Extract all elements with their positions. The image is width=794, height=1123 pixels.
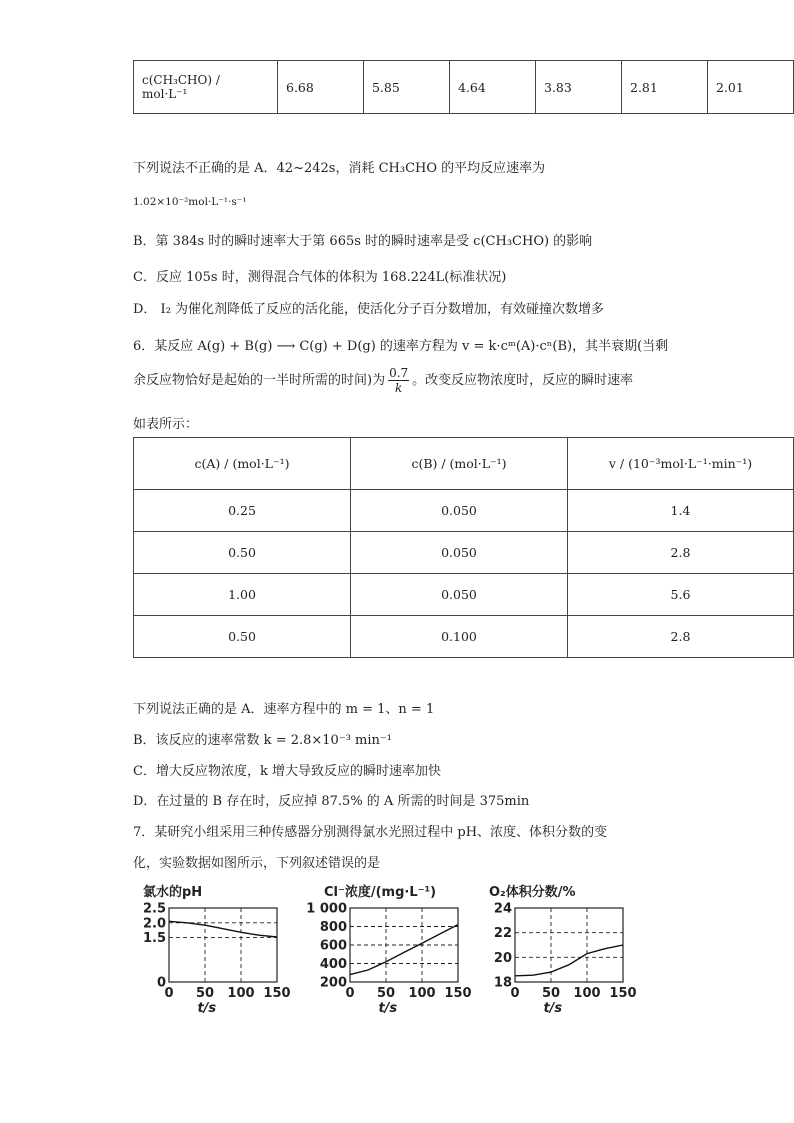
q6-line1: 6．某反应 A(g) + B(g) ⟶ C(g) + D(g) 的速率方程为 v = k·cᵐ(A)·cⁿ(B)，其半衰期(当剩 xyxy=(133,339,669,354)
series-line xyxy=(515,945,623,976)
table-cell: 0.050 xyxy=(351,490,568,532)
fraction-numerator: 0.7 xyxy=(389,366,409,380)
table-header: v / (10⁻³mol·L⁻¹·min⁻¹) xyxy=(568,438,794,490)
table-cell: 6.68 xyxy=(278,61,364,114)
x-tick-label: 50 xyxy=(376,986,396,1001)
table-cell: 2.8 xyxy=(568,532,794,574)
chart-title: 氯水的pH xyxy=(143,885,203,900)
q5-option-c: C．反应 105s 时，测得混合气体的体积为 168.224L(标准状况) xyxy=(133,270,507,285)
y-tick-label: 22 xyxy=(493,926,512,942)
table-row xyxy=(134,574,794,616)
rate-table xyxy=(133,437,794,658)
table-cell: 0.50 xyxy=(134,532,351,574)
chart-title: O₂体积分数/% xyxy=(489,885,576,900)
table-row xyxy=(134,616,794,658)
table-cell: 0.50 xyxy=(134,616,351,658)
x-tick-label: 150 xyxy=(609,986,637,1001)
table-cell: 5.85 xyxy=(364,61,450,114)
concentration-table xyxy=(133,60,794,114)
table-cell: 5.6 xyxy=(568,574,794,616)
q5-stem: 下列说法不正确的是 A．42~242s，消耗 CH₃CHO 的平均反应速率为 xyxy=(133,161,546,176)
q5-option-b: B．第 384s 时的瞬时速率大于第 665s 时的瞬时速率是受 c(CH₃CHO) 的影响 xyxy=(133,234,593,249)
y-tick-label: 1 000 xyxy=(306,901,347,917)
x-tick-label: 0 xyxy=(510,986,520,1001)
table-cell: 0.25 xyxy=(134,490,351,532)
q6-stem: 下列说法正确的是 A．速率方程中的 m = 1、n = 1 xyxy=(133,702,435,717)
x-axis-label: t/s xyxy=(378,1001,398,1016)
x-axis-label: t/s xyxy=(197,1001,217,1016)
y-tick-label: 2.0 xyxy=(142,916,166,932)
x-tick-label: 100 xyxy=(227,986,255,1001)
half-life-fraction xyxy=(388,366,409,395)
table-header: c(B) / (mol·L⁻¹) xyxy=(351,438,568,490)
y-tick-label: 20 xyxy=(493,950,512,966)
q7-line2: 化，实验数据如图所示，下列叙述错误的是 xyxy=(133,856,381,871)
x-axis-label: t/s xyxy=(543,1001,563,1016)
x-tick-label: 50 xyxy=(541,986,561,1001)
x-tick-label: 0 xyxy=(164,986,174,1001)
table-cell: 2.81 xyxy=(622,61,708,114)
x-tick-label: 0 xyxy=(345,986,355,1001)
x-tick-label: 100 xyxy=(408,986,436,1001)
y-tick-label: 800 xyxy=(319,920,347,935)
y-tick-label: 400 xyxy=(319,957,347,972)
chart-frame xyxy=(515,908,623,982)
x-tick-label: 150 xyxy=(444,986,472,1001)
table-cell: 4.64 xyxy=(450,61,536,114)
q5-option-d: D． I₂ 为催化剂降低了反应的活化能，使活化分子百分数增加，有效碰撞次数增多 xyxy=(133,302,605,317)
series-line xyxy=(169,921,277,937)
table-cell: 0.050 xyxy=(351,532,568,574)
q6-option-d: D．在过量的 B 存在时，反应掉 87.5% 的 A 所需的时间是 375min xyxy=(133,794,530,809)
table-cell: 2.01 xyxy=(708,61,794,114)
x-tick-label: 50 xyxy=(195,986,215,1001)
table-row xyxy=(134,490,794,532)
series-line xyxy=(350,925,458,975)
q6-line2-post: 。改变反应物浓度时，反应的瞬时速率 xyxy=(412,373,634,388)
table-cell: 1.00 xyxy=(134,574,351,616)
x-tick-label: 150 xyxy=(263,986,291,1001)
table-cell: 2.8 xyxy=(568,616,794,658)
q6-line2-pre: 余反应物恰好是起始的一半时所需的时间)为 xyxy=(133,373,386,388)
q5-rate: 1.02×10⁻²mol·L⁻¹·s⁻¹ xyxy=(133,196,247,208)
table-cell: 0.050 xyxy=(351,574,568,616)
q6-line3: 如表所示： xyxy=(133,417,199,432)
y-tick-label: 600 xyxy=(319,938,347,954)
y-tick-label: 200 xyxy=(319,975,347,991)
table-header: c(A) / (mol·L⁻¹) xyxy=(134,438,351,490)
q7-line1: 7．某研究小组采用三种传感器分别测得氯水光照过程中 pH、浓度、体积分数的变 xyxy=(133,825,608,840)
q6-line2 xyxy=(133,366,633,395)
fraction-denominator: k xyxy=(394,381,403,395)
chart-title: Cl⁻浓度/(mg·L⁻¹) xyxy=(324,885,437,900)
figure-charts xyxy=(0,878,794,1038)
table-cell: 3.83 xyxy=(536,61,622,114)
y-tick-label: 0 xyxy=(156,975,166,991)
y-tick-label: 1.5 xyxy=(142,931,166,947)
table-cell: 0.100 xyxy=(351,616,568,658)
y-tick-label: 24 xyxy=(493,901,512,917)
table-row xyxy=(134,532,794,574)
x-tick-label: 100 xyxy=(573,986,601,1001)
table-cell: 1.4 xyxy=(568,490,794,532)
q6-option-c: C．增大反应物浓度，k 增大导致反应的瞬时速率加快 xyxy=(133,764,441,779)
chart-frame xyxy=(169,908,277,982)
y-tick-label: 2.5 xyxy=(142,901,166,917)
table-label-cell: c(CH₃CHO) / mol·L⁻¹ xyxy=(134,61,278,114)
y-tick-label: 18 xyxy=(493,975,512,991)
q6-option-b: B．该反应的速率常数 k = 2.8×10⁻³ min⁻¹ xyxy=(133,733,392,748)
